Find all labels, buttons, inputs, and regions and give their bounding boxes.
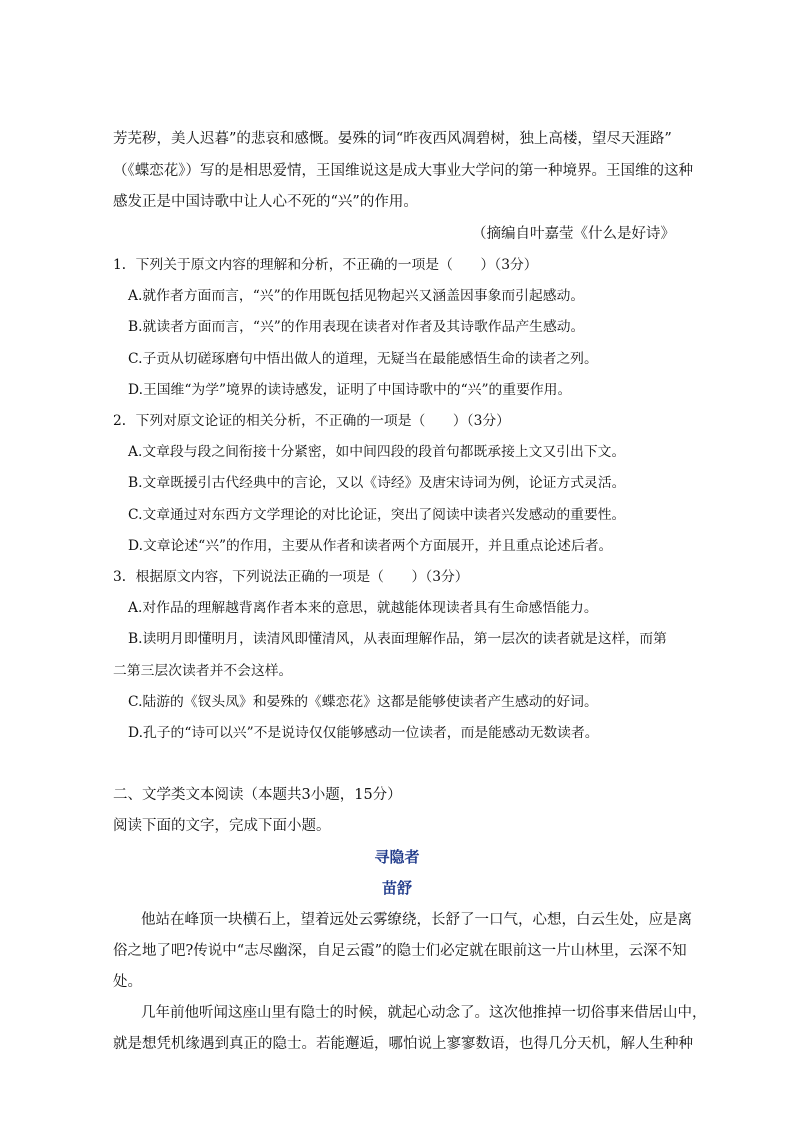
question-3-option-d: D.孔子的“诗可以兴”不是说诗仅仅能够感动一位读者，而是能感动无数读者。: [128, 725, 599, 741]
section-heading: 二、文学类文本阅读（本题共3小题，15分）: [113, 787, 402, 803]
source-note: （摘编自叶嘉莹《什么是好诗》: [472, 226, 675, 242]
story-paragraph-line: 几年前他听闻这座山里有隐士的时候，就起心动念了。这次他推掉一切俗事来借居山中，: [141, 1005, 707, 1021]
passage-line: 芳芜秽，美人迟暮”的悲哀和感慨。晏殊的词“昨夜西风凋碧树，独上高楼，望尽天涯路”: [113, 131, 672, 147]
passage-line: 感发正是中国诗歌中让人心不死的“兴”的作用。: [113, 194, 418, 210]
story-paragraph-line: 处。: [113, 974, 142, 990]
story-title: 寻隐者: [374, 848, 420, 866]
question-2-option-b: B.文章既援引古代经典中的言论，又以《诗经》及唐宋诗词为例，论证方式灵活。: [128, 475, 626, 491]
question-1-option-d: D.王国维“为学”境界的读诗感发，证明了中国诗歌中的“兴”的重要作用。: [128, 382, 572, 398]
question-1-option-b: B.就读者方面而言，“兴”的作用表现在读者对作者及其诗歌作品产生感动。: [128, 319, 585, 335]
section-instruction: 阅读下面的文字，完成下面小题。: [113, 818, 331, 834]
question-1-option-c: C.子贡从切磋琢磨句中悟出做人的道理，无疑当在最能感悟生命的读者之列。: [128, 351, 598, 367]
story-author: 苗舒: [381, 879, 412, 897]
question-3-option-b-continued: 二第三层次读者并不会这样。: [113, 663, 293, 679]
question-3-stem: 3．根据原文内容，下列说法正确的一项是（ ）（3分）: [113, 569, 469, 585]
question-3-option-c: C.陆游的《钗头凤》和晏殊的《蝶恋花》这都是能够使读者产生感动的好词。: [128, 694, 598, 710]
question-2-option-d: D.文章论述“兴”的作用，主要从作者和读者两个方面展开，并且重点论述后者。: [128, 538, 613, 554]
question-2-option-c: C.文章通过对东西方文学理论的对比论证，突出了阅读中读者兴发感动的重要性。: [128, 507, 626, 523]
story-paragraph-line: 就是想凭机缘遇到真正的隐士。若能邂逅，哪怕说上寥寥数语，也得几分天机，解人生种种: [113, 1036, 693, 1052]
question-1-stem: 1．下列关于原文内容的理解和分析，不正确的一项是（ ）（3分）: [113, 257, 538, 273]
question-3-option-b: B.读明月即懂明月，读清风即懂清风，从表面理解作品，第一层次的读者就是这样，而第: [128, 631, 667, 647]
question-1-option-a: A.就作者方面而言，“兴”的作用既包括见物起兴又涵盖因事象而引起感动。: [128, 288, 585, 304]
question-3-option-a: A.对作品的理解越背离作者本来的意思，就越能体现读者具有生命感悟能力。: [128, 600, 598, 616]
question-2-stem: 2．下列对原文论证的相关分析，不正确的一项是（ ）（3分）: [113, 413, 510, 429]
story-paragraph-line: 俗之地了吧?传说中“志尽幽深，自足云霞”的隐士们必定就在眼前这一片山林里，云深不知: [113, 943, 687, 959]
story-paragraph-line: 他站在峰顶一块横石上，望着远处云雾缭绕，长舒了一口气，心想，白云生处，应是离: [141, 912, 692, 928]
passage-line: （《蝶恋花》）写的是相思爱情，王国维说这是成大事业大学问的第一种境界。王国维的这种: [113, 163, 693, 179]
question-2-option-a: A.文章段与段之间衔接十分紧密，如中间四段的段首句都既承接上文又引出下文。: [128, 444, 626, 460]
